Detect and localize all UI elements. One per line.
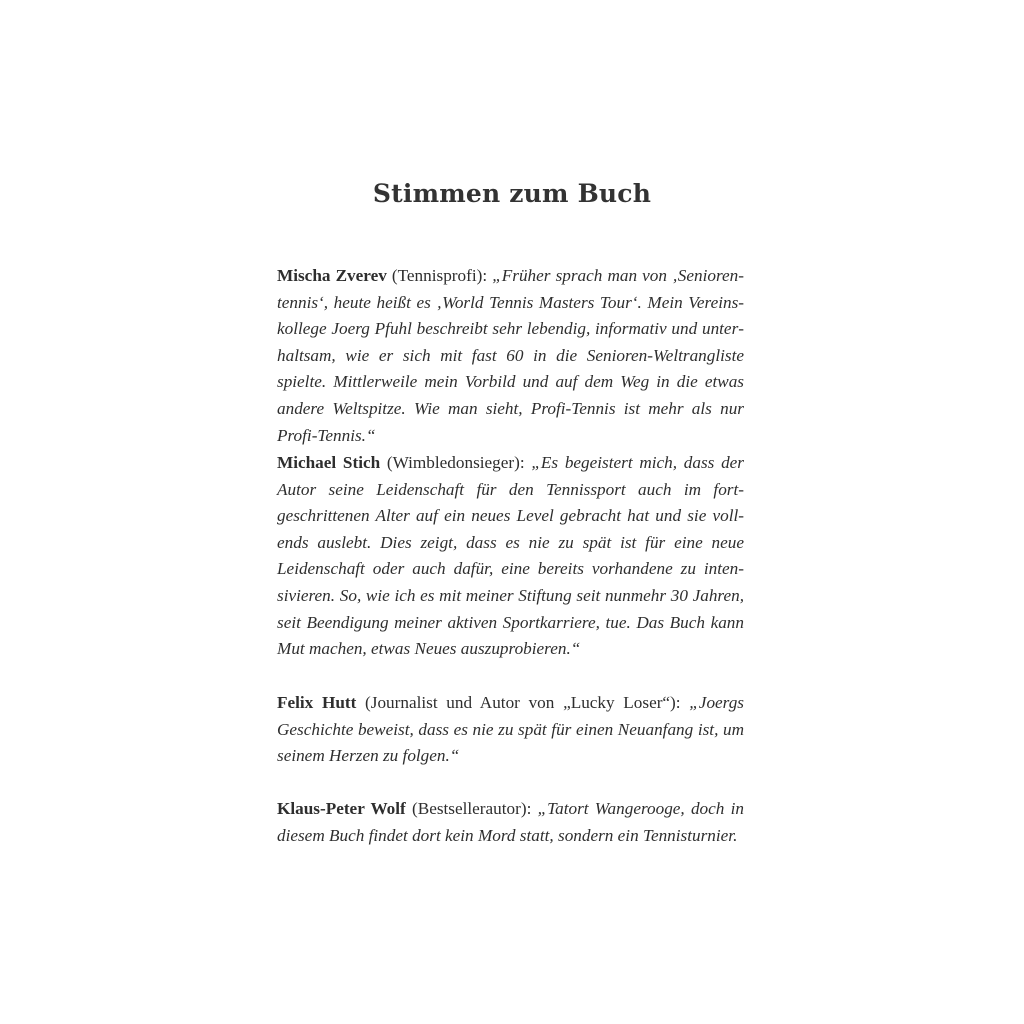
- testimonial-hutt: [277, 690, 744, 770]
- testimonial-role: (Tennisprofi):: [386, 266, 493, 285]
- testimonial-author: Felix Hutt: [277, 693, 357, 712]
- page-title: Stimmen zum Buch: [372, 179, 652, 208]
- testimonial-stich: [277, 450, 744, 663]
- testimonial-quote: „Früher sprach man von ‚Seniorentennis‘, heute heißt es ‚World Tennis Masters Tour‘. Mein Vereinskollege Joerg Pfuhl beschreibt sehr lebendig, informativ und unterhaltsam, wie er sich mit fast 60 in die Senioren-Weltrangliste spielte. Mittlerweile mein Vorbild und auf dem Weg in die etwas andere Weltspitze. Wie man sieht, Profi-Tennis ist mehr als nur Profi-Tennis.“: [277, 266, 744, 445]
- testimonial-quote: „Es begeistert mich, dass der Autor seine Leidenschaft für den Tennissport auch im fortgeschrittenen Alter auf ein neues Level gebracht hat und sie vollends auslebt. Dies zeigt, dass es nie zu spät ist für eine neue Leidenschaft oder auch dafür, eine bereits vorhandene zu intensivieren. So, wie ich es mit meiner Stiftung seit nunmehr 30 Jahren, seit Beendigung meiner aktiven Sportkarriere, tue. Das Buch kann Mut machen, etwas Neues auszuprobieren.“: [277, 453, 744, 659]
- testimonial-author: Michael Stich: [277, 453, 381, 472]
- testimonial-role: (Wimbledonsieger):: [380, 453, 532, 472]
- testimonial-author: Klaus-Peter Wolf: [277, 799, 406, 818]
- testimonial-quote: „Tatort Wangerooge, doch in diesem Buch findet dort kein Mord statt, sondern ein Tennisturnier.: [277, 799, 744, 845]
- testimonial-quote: „Joergs Geschichte beweist, dass es nie zu spät für einen Neuanfang ist, um seinem Herzen zu folgen.“: [277, 693, 744, 766]
- testimonial-author: Mischa Zverev: [277, 266, 387, 285]
- testimonial-zverev: [277, 263, 744, 449]
- testimonial-role: (Journalist und Autor von „Lucky Loser“):: [356, 693, 690, 712]
- testimonial-wolf: [277, 796, 744, 849]
- testimonial-role: (Bestsellerautor):: [405, 799, 538, 818]
